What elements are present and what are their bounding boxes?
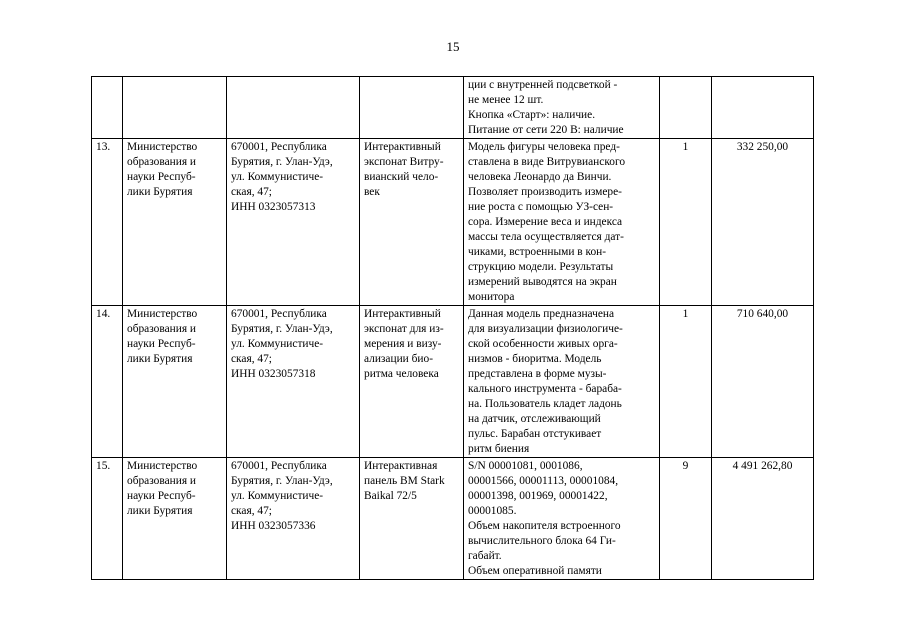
cell-text-line: не менее 12 шт. (468, 94, 544, 106)
cell-text-line: ул. Коммунистиче- (231, 171, 324, 183)
cell-text-line: вычислительного блока 64 Ги- (468, 535, 616, 547)
cell-text-line: ставлена в виде Витрувианского (468, 156, 626, 168)
cell-text-line: Позволяет производить измере- (468, 186, 622, 198)
row-number: 13. (92, 139, 123, 306)
cell-text-line: науки Респуб- (127, 171, 196, 183)
amount-cell: 4 491 262,80 (712, 458, 814, 580)
item-name-cell (360, 77, 464, 139)
row-number: 15. (92, 458, 123, 580)
cell-text-line: измерений выводятся на экран (468, 276, 617, 288)
cell-text-line: 00001085. (468, 505, 517, 517)
cell-text-line: ализации био- (364, 353, 434, 365)
cell-text-line: ИНН 0323057336 (231, 520, 316, 532)
cell-text-line: лики Бурятия (127, 186, 193, 198)
address-cell (227, 77, 360, 139)
cell-text-line: лики Бурятия (127, 505, 193, 517)
cell-text-line: Интерактивный (364, 141, 441, 153)
cell-text-line: человека Леонардо да Винчи. (468, 171, 612, 183)
table-row (92, 306, 814, 458)
cell-text-line: 670001, Республика (231, 460, 327, 472)
cell-text-line: ции с внутренней подсветкой - (468, 79, 618, 91)
owner-cell (123, 139, 227, 306)
quantity-cell: 1 (660, 306, 712, 458)
cell-text-line: ИНН 0323057318 (231, 368, 316, 380)
cell-text-line: ние роста с помощью УЗ-сен- (468, 201, 614, 213)
description-cell (464, 77, 660, 139)
cell-text-line: Министерство (127, 141, 198, 153)
table-row (92, 458, 814, 580)
row-number: 14. (92, 306, 123, 458)
cell-text-line: экспонат для из- (364, 323, 444, 335)
description-cell (464, 306, 660, 458)
cell-text-line: ская, 47; (231, 505, 272, 517)
owner-cell (123, 458, 227, 580)
page-number: 15 (446, 39, 460, 54)
quantity-cell (660, 77, 712, 139)
cell-text-line: монитора (468, 291, 515, 303)
table-row (92, 77, 814, 139)
amount-cell (712, 77, 814, 139)
address-cell (227, 306, 360, 458)
cell-text-line: век (364, 186, 380, 198)
cell-text-line: на. Пользователь кладет ладонь (468, 398, 622, 410)
item-name-cell (360, 306, 464, 458)
amount-cell: 710 640,00 (712, 306, 814, 458)
cell-text-line: 00001566, 00001113, 00001084, (468, 475, 619, 487)
cell-text-line: Интерактивная (364, 460, 438, 472)
table-body (92, 77, 814, 580)
cell-text-line: представлена в форме музы- (468, 368, 607, 380)
quantity-cell: 9 (660, 458, 712, 580)
quantity-cell: 1 (660, 139, 712, 306)
table-row (92, 139, 814, 306)
cell-text-line: Питание от сети 220 В: наличие (468, 124, 624, 136)
cell-text-line: ритма человека (364, 368, 439, 380)
cell-text-line: пульс. Барабан отстукивает (468, 428, 602, 440)
cell-text-line: струкцию модели. Результаты (468, 261, 614, 273)
cell-text-line: науки Респуб- (127, 490, 196, 502)
cell-text-line: образования и (127, 323, 197, 335)
cell-text-line: Министерство (127, 308, 198, 320)
cell-text-line: образования и (127, 156, 197, 168)
owner-cell (123, 77, 227, 139)
cell-text-line: Объем накопителя встроенного (468, 520, 621, 532)
cell-text-line: ской особенности живых орга- (468, 338, 618, 350)
cell-text-line: образования и (127, 475, 197, 487)
cell-text-line: сора. Измерение веса и индекса (468, 216, 623, 228)
description-cell (464, 139, 660, 306)
cell-text-line: ул. Коммунистиче- (231, 338, 324, 350)
cell-text-line: Интерактивный (364, 308, 441, 320)
cell-text-line: лики Бурятия (127, 353, 193, 365)
cell-text-line: S/N 00001081, 0001086, (468, 460, 583, 472)
address-cell (227, 139, 360, 306)
cell-text-line: Бурятия, г. Улан-Удэ, (231, 323, 333, 335)
cell-text-line: Бурятия, г. Улан-Удэ, (231, 156, 333, 168)
cell-text-line: ская, 47; (231, 186, 272, 198)
cell-text-line: Кнопка «Старт»: наличие. (468, 109, 596, 121)
cell-text-line: Baikal 72/5 (364, 490, 417, 502)
address-cell (227, 458, 360, 580)
cell-text-line: ритм биения (468, 443, 530, 455)
cell-text-line: для визуализации физиологиче- (468, 323, 623, 335)
description-cell (464, 458, 660, 580)
cell-text-line: 670001, Республика (231, 308, 327, 320)
cell-text-line: низмов - биоритма. Модель (468, 353, 602, 365)
cell-text-line: ул. Коммунистиче- (231, 490, 324, 502)
cell-text-line: экспонат Витру- (364, 156, 444, 168)
owner-cell (123, 306, 227, 458)
cell-text-line: Объем оперативной памяти (468, 565, 602, 577)
row-number (92, 77, 123, 139)
cell-text-line: Министерство (127, 460, 198, 472)
cell-text-line: ИНН 0323057313 (231, 201, 316, 213)
cell-text-line: 00001398, 001969, 00001422, (468, 490, 608, 502)
cell-text-line: вианский чело- (364, 171, 439, 183)
cell-text-line: массы тела осуществляется дат- (468, 231, 624, 243)
cell-text-line: панель BM Stark (364, 475, 445, 487)
cell-text-line: Данная модель предназначена (468, 308, 615, 320)
cell-text-line: на датчик, отслеживающий (468, 413, 601, 425)
cell-text-line: Бурятия, г. Улан-Удэ, (231, 475, 333, 487)
cell-text-line: науки Респуб- (127, 338, 196, 350)
cell-text-line: Модель фигуры человека пред- (468, 141, 620, 153)
item-name-cell (360, 139, 464, 306)
cell-text-line: 670001, Республика (231, 141, 327, 153)
cell-text-line: мерения и визу- (364, 338, 442, 350)
cell-text-line: ская, 47; (231, 353, 272, 365)
item-name-cell (360, 458, 464, 580)
amount-cell: 332 250,00 (712, 139, 814, 306)
cell-text-line: кального инструмента - бараба- (468, 383, 622, 395)
cell-text-line: чиками, встроенными в кон- (468, 246, 607, 258)
property-table (91, 76, 814, 580)
cell-text-line: габайт. (468, 550, 502, 562)
